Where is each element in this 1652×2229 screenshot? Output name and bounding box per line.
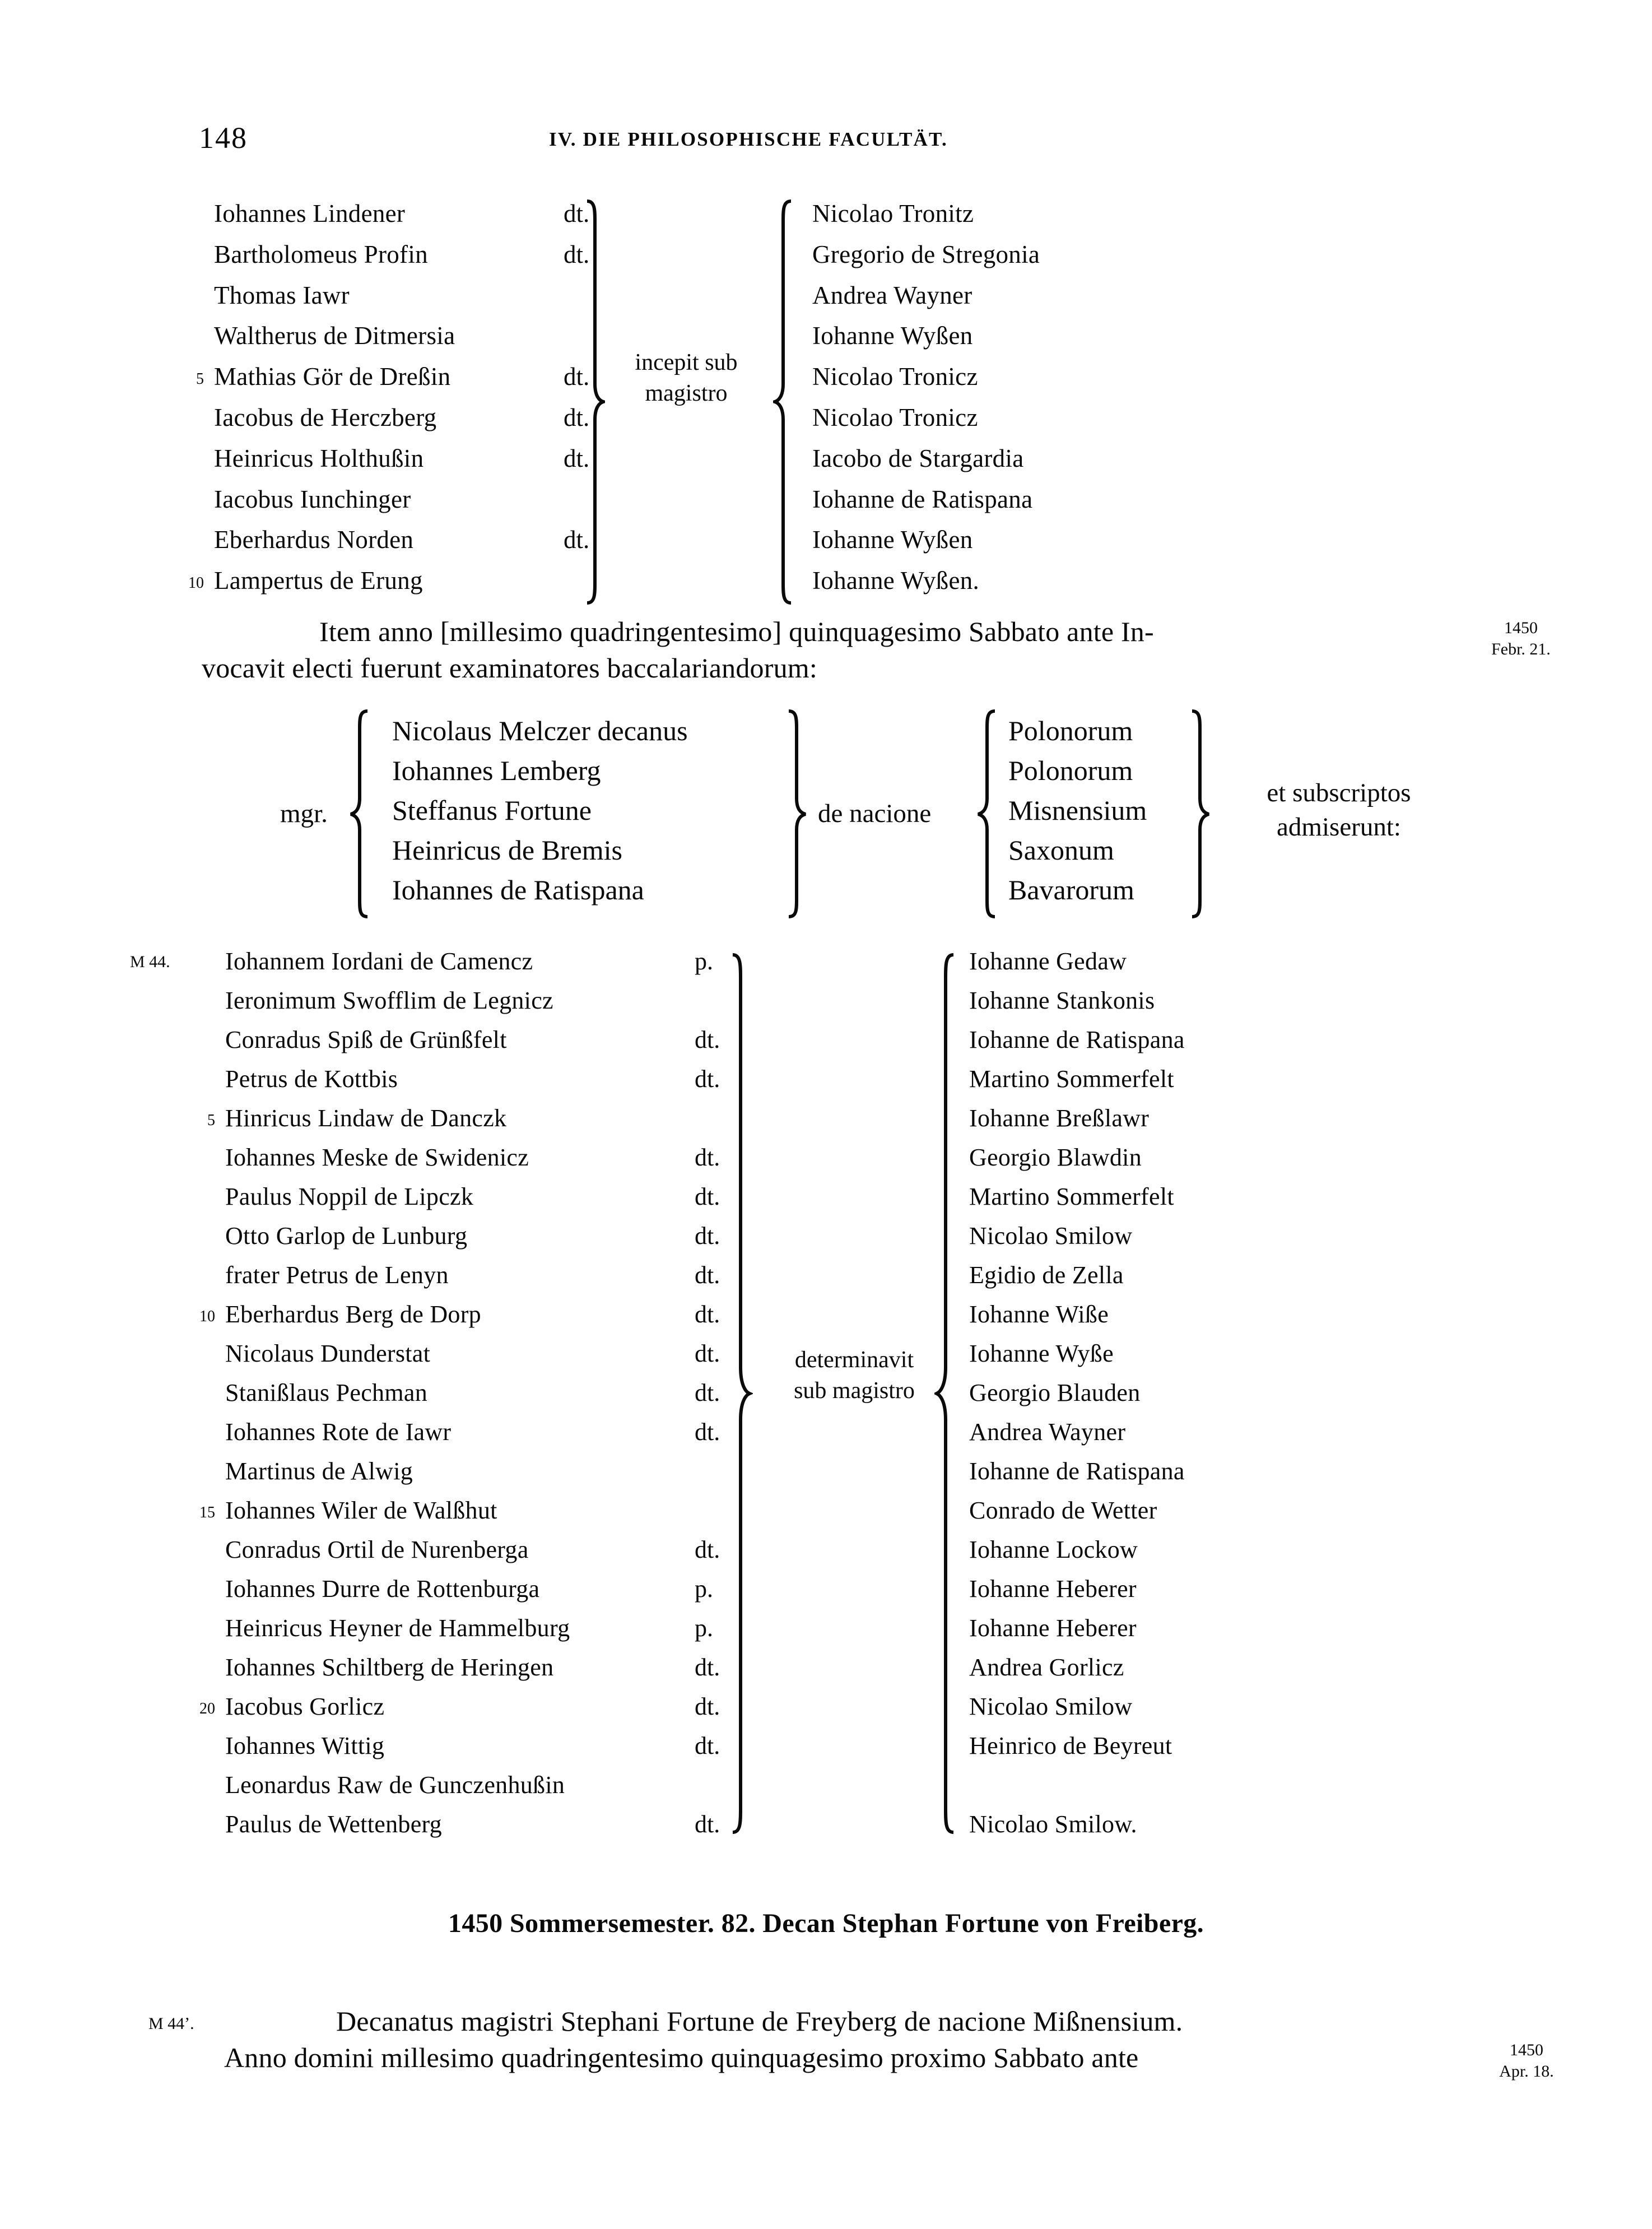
- list-item-name: frater Petrus de Lenyn: [225, 1261, 449, 1289]
- closing-paragraph: [224, 2003, 1456, 2076]
- list-item: Polonorum: [1008, 755, 1133, 786]
- list-item: [969, 1575, 1185, 1614]
- list-item: [179, 1496, 570, 1535]
- list-item: [168, 444, 590, 485]
- examiners-names-stack: [392, 714, 688, 913]
- list-item-line-number: 5: [207, 1112, 215, 1129]
- list-item: [179, 1575, 713, 1614]
- block2-margin-ref: M 44.: [130, 953, 170, 971]
- list-item-abbreviation: dt.: [695, 1732, 720, 1759]
- list-item-abbreviation: dt.: [695, 1693, 720, 1720]
- list-item-name: Andrea Wayner: [969, 1418, 1126, 1446]
- list-item-name: Martinus de Alwig: [225, 1457, 413, 1485]
- list-item: [969, 1065, 1185, 1104]
- list-item: Polonorum: [1008, 715, 1133, 746]
- list-item: [179, 1182, 720, 1222]
- list-item: [969, 1771, 1185, 1810]
- list-item: [969, 1496, 1185, 1535]
- block1-left-list: [168, 199, 590, 607]
- list-item: [969, 1457, 1185, 1496]
- list-item-line-number: 10: [199, 1308, 215, 1325]
- list-item: [812, 281, 1040, 322]
- list-item-name: Nicolao Smilow: [969, 1222, 1133, 1250]
- list-item-name: Conrado de Wetter: [969, 1497, 1157, 1524]
- list-item: [812, 240, 1040, 281]
- list-item: [179, 1104, 570, 1143]
- block2-brace-label-line2: sub magistro: [794, 1377, 915, 1404]
- examiners-names-rows: [392, 714, 688, 913]
- list-item-abbreviation: dt.: [695, 1654, 720, 1681]
- list-item-name: Iohannes Schiltberg de Heringen: [225, 1654, 554, 1681]
- list-item-abbreviation: p.: [695, 1575, 713, 1603]
- examiners-nations-rows: [1008, 714, 1147, 913]
- block1-left-rows: [168, 199, 590, 607]
- list-item: [969, 1692, 1185, 1731]
- list-item-name: Iohannem Iordani de Camencz: [225, 948, 533, 975]
- block1-right-list: [812, 199, 1040, 607]
- list-item-name: Waltherus de Ditmersia: [214, 322, 455, 350]
- list-item-abbreviation: dt.: [695, 1536, 720, 1563]
- list-item: [969, 1143, 1185, 1182]
- list-item-name: Iohannes Durre de Rottenburga: [225, 1575, 540, 1603]
- list-item: [168, 403, 590, 444]
- list-item-name: Iohanne Lockow: [969, 1536, 1138, 1563]
- list-item-name: Iohanne Gedaw: [969, 948, 1127, 975]
- list-item: [969, 1182, 1185, 1222]
- list-item-name: Thomas Iawr: [214, 281, 350, 309]
- block2-left-brace: [728, 953, 753, 1855]
- block1-brace-label-line2: magistro: [645, 380, 728, 406]
- list-item-name: Heinrico de Beyreut: [969, 1732, 1172, 1759]
- item-anno-paragraph: [202, 614, 1426, 686]
- closing-line2: Anno domini millesimo quadringentesimo quinquagesimo proximo Sabbato ante: [224, 2042, 1139, 2073]
- list-item-abbreviation: dt.: [564, 240, 590, 268]
- item-anno-line2: vocavit electi fuerunt examinatores baccalariandorum:: [202, 652, 817, 684]
- list-item-name: Iohanne Wyße: [969, 1340, 1114, 1367]
- list-item-name: Nicolao Smilow.: [969, 1810, 1137, 1838]
- list-item-name: Nicolao Tronitz: [812, 199, 974, 227]
- list-item-name: Mathias Gör de Dreßin: [214, 363, 451, 391]
- examiners-de-nacione-label: de nacione: [818, 799, 932, 828]
- page-number: 148: [199, 121, 248, 155]
- list-item: [179, 1692, 720, 1731]
- list-item-line-number: 15: [199, 1504, 215, 1521]
- list-item-abbreviation: dt.: [695, 1026, 720, 1053]
- block2-left-rows: [179, 947, 720, 1849]
- list-item: [168, 485, 455, 526]
- list-item-name: Martino Sommerfelt: [969, 1183, 1174, 1210]
- examiners-names-close-brace: [784, 709, 809, 919]
- list-item: [969, 1222, 1185, 1261]
- list-item: Nicolaus Melczer decanus: [392, 715, 688, 746]
- list-item-name: Iohanne Heberer: [969, 1614, 1137, 1642]
- list-item-name: Lampertus de Erung: [214, 566, 423, 595]
- list-item: [179, 1731, 720, 1771]
- list-item: [179, 1614, 713, 1653]
- list-item: [179, 1300, 720, 1339]
- list-item: [179, 1378, 720, 1418]
- list-item-name: Iohanne Wyßen.: [812, 566, 980, 595]
- admiserunt-line2: admiserunt:: [1277, 812, 1401, 842]
- list-item-line-number: 20: [199, 1700, 215, 1717]
- list-item-name: Stanißlaus Pechman: [225, 1379, 428, 1406]
- list-item: Iohannes de Ratispana: [392, 874, 644, 905]
- admiserunt-line1: et subscriptos: [1267, 778, 1411, 807]
- list-item-name: Iacobo de Stargardia: [812, 444, 1024, 472]
- list-item-name: Nicolao Tronicz: [812, 363, 978, 391]
- list-item-abbreviation: dt.: [695, 1379, 720, 1406]
- list-item-name: Andrea Gorlicz: [969, 1654, 1124, 1681]
- list-item-abbreviation: dt.: [695, 1301, 720, 1328]
- block2-right-brace: [934, 953, 959, 1855]
- list-item: [812, 525, 1040, 566]
- list-item-name: Iohannes Meske de Swidenicz: [225, 1144, 529, 1171]
- list-item-name: Iohanne Stankonis: [969, 987, 1155, 1014]
- list-item-name: Iacobus Iunchinger: [214, 485, 411, 513]
- list-item-name: Conradus Spiß de Grünßfelt: [225, 1026, 507, 1053]
- list-item: [168, 525, 590, 566]
- block1-brace-label: [611, 347, 762, 408]
- list-item-name: Iacobus Gorlicz: [225, 1693, 385, 1720]
- list-item: Iohannes Lemberg: [392, 755, 601, 786]
- list-item: Heinricus de Bremis: [392, 834, 623, 866]
- list-item-abbreviation: dt.: [564, 526, 590, 554]
- examiners-nations-stack: [1008, 714, 1147, 913]
- list-item-name: Martino Sommerfelt: [969, 1065, 1174, 1093]
- closing-line1: Decanatus magistri Stephani Fortune de Freyberg de nacione Mißnensium.: [336, 2005, 1183, 2037]
- list-item: [969, 1261, 1185, 1300]
- list-item-name: Iohanne Heberer: [969, 1575, 1137, 1603]
- block1-right-rows: [812, 199, 1040, 607]
- list-item-abbreviation: dt.: [695, 1810, 720, 1838]
- list-item: [179, 1535, 720, 1575]
- margin-year-apr: 1450: [1510, 2041, 1543, 2059]
- examiners-mgr-label: mgr.: [280, 799, 328, 828]
- list-item-name: Andrea Wayner: [812, 281, 972, 309]
- list-item-abbreviation: dt.: [695, 1261, 720, 1289]
- examiners-admiserunt-label: [1221, 776, 1456, 844]
- running-title: IV. DIE PHILOSOPHISCHE FACULTÄT.: [549, 128, 948, 150]
- list-item: Bavarorum: [1008, 874, 1134, 905]
- list-item: [812, 403, 1040, 444]
- list-item: Misnensium: [1008, 795, 1147, 826]
- margin-date-febr: [1456, 617, 1585, 660]
- list-item-name: Nicolao Smilow: [969, 1693, 1133, 1720]
- list-item: [969, 1104, 1185, 1143]
- list-item-abbreviation: dt.: [564, 403, 590, 431]
- list-item: [812, 362, 1040, 403]
- list-item: [969, 1731, 1185, 1771]
- list-item-name: Nicolao Tronicz: [812, 403, 978, 431]
- list-item: [812, 566, 1040, 607]
- list-item-line-number: 5: [196, 370, 204, 388]
- list-item-name: Iohannes Wiler de Walßhut: [225, 1497, 497, 1524]
- list-item: [969, 986, 1185, 1025]
- block1-right-brace: [773, 199, 795, 605]
- list-item-abbreviation: dt.: [695, 1144, 720, 1171]
- list-item-name: Leonardus Raw de Gunczenhußin: [225, 1771, 565, 1799]
- list-item: [969, 1339, 1185, 1378]
- list-item: [179, 1261, 720, 1300]
- list-item: [812, 444, 1040, 485]
- list-item-name: Gregorio de Stregonia: [812, 240, 1040, 268]
- examiners-nations-close-brace: [1188, 709, 1212, 919]
- list-item: [969, 1378, 1185, 1418]
- list-item: [179, 1418, 720, 1457]
- list-item-name: Ieronimum Swofflim de Legnicz: [225, 987, 553, 1014]
- block2-right-rows: [969, 947, 1185, 1849]
- list-item-name: Georgio Blauden: [969, 1379, 1141, 1406]
- list-item-abbreviation: dt.: [695, 1065, 720, 1093]
- closing-margin-ref: M 44ʼ.: [148, 2014, 194, 2033]
- list-item-abbreviation: dt.: [695, 1222, 720, 1250]
- section-heading: 1450 Sommersemester. 82. Decan Stephan Fortune von Freiberg.: [448, 1908, 1204, 1938]
- list-item-name: Nicolaus Dunderstat: [225, 1340, 431, 1367]
- list-item-name: Petrus de Kottbis: [225, 1065, 398, 1093]
- item-anno-line1: Item anno [millesimo quadringentesimo] quinquagesimo Sabbato ante In-: [319, 616, 1154, 647]
- list-item: [179, 986, 570, 1025]
- examiners-names-open-brace: [347, 709, 372, 919]
- list-item: [969, 1653, 1185, 1692]
- list-item: [969, 947, 1185, 986]
- list-item: [969, 1025, 1185, 1065]
- list-item-name: Paulus de Wettenberg: [225, 1810, 442, 1838]
- list-item-name: Iohanne de Ratispana: [969, 1026, 1185, 1053]
- list-item: [179, 1771, 570, 1810]
- block2-brace-label-line1: determinavit: [794, 1347, 914, 1373]
- list-item-abbreviation: p.: [695, 948, 713, 975]
- list-item: [168, 281, 455, 322]
- list-item-name: Iohannes Wittig: [225, 1732, 385, 1759]
- list-item: [168, 321, 455, 362]
- list-item-name: Iohanne de Ratispana: [812, 485, 1033, 513]
- list-item: [969, 1418, 1185, 1457]
- list-item: [179, 947, 713, 986]
- list-item-name: Iohannes Rote de Iawr: [225, 1418, 452, 1446]
- list-item-name: Eberhardus Berg de Dorp: [225, 1301, 481, 1328]
- list-item-name: Conradus Ortil de Nurenberga: [225, 1536, 529, 1563]
- list-item-name: Otto Garlop de Lunburg: [225, 1222, 468, 1250]
- list-item-name: Bartholomeus Profin: [214, 240, 428, 268]
- list-item-name: Paulus Noppil de Lipczk: [225, 1183, 474, 1210]
- list-item: [969, 1614, 1185, 1653]
- list-item-name: Iohanne de Ratispana: [969, 1457, 1185, 1485]
- list-item-abbreviation: dt.: [695, 1418, 720, 1446]
- list-item-name: Heinricus Holthußin: [214, 444, 424, 472]
- list-item: Steffanus Fortune: [392, 795, 592, 826]
- list-item: [179, 1339, 720, 1378]
- list-item: [969, 1810, 1185, 1849]
- list-item-name: Iohanne Wiße: [969, 1301, 1109, 1328]
- list-item-name: Iohanne Breßlawr: [969, 1104, 1150, 1132]
- examiners-nations-open-brace: [975, 709, 999, 919]
- list-item: [179, 1025, 720, 1065]
- list-item-name: Heinricus Heyner de Hammelburg: [225, 1614, 570, 1642]
- list-item: [179, 1065, 720, 1104]
- list-item: [168, 566, 455, 607]
- list-item: [168, 240, 590, 281]
- list-item: [168, 362, 590, 403]
- block2-left-list: [179, 947, 720, 1849]
- running-head: [0, 120, 1652, 160]
- list-item-name: Iohanne Wyßen: [812, 322, 973, 350]
- margin-day-febr: Febr. 21.: [1491, 639, 1551, 658]
- block2-brace-label: [751, 1345, 958, 1406]
- list-item-name: Iohannes Lindener: [214, 199, 406, 227]
- list-item: [179, 1143, 720, 1182]
- list-item-name: Georgio Blawdin: [969, 1144, 1142, 1171]
- list-item-line-number: 10: [188, 574, 204, 592]
- block1-left-brace: [583, 199, 605, 605]
- margin-date-apr: [1462, 2040, 1591, 2082]
- list-item: [179, 1457, 570, 1496]
- list-item: [812, 485, 1040, 526]
- list-item-abbreviation: p.: [695, 1614, 713, 1642]
- block1-brace-label-line1: incepit sub: [635, 350, 738, 375]
- list-item: [179, 1653, 720, 1692]
- list-item-name: Iohanne Wyßen: [812, 526, 973, 554]
- list-item: [812, 199, 1040, 240]
- list-item-abbreviation: dt.: [695, 1340, 720, 1367]
- list-item-abbreviation: dt.: [564, 444, 590, 472]
- list-item-abbreviation: dt.: [564, 199, 590, 227]
- list-item: [969, 1535, 1185, 1575]
- list-item-name: Egidio de Zella: [969, 1261, 1124, 1289]
- list-item-name: Eberhardus Norden: [214, 526, 414, 554]
- list-item: [179, 1222, 720, 1261]
- list-item-name: Hinricus Lindaw de Danczk: [225, 1104, 507, 1132]
- list-item-name: Iacobus de Herczberg: [214, 403, 437, 431]
- margin-day-apr: Apr. 18.: [1499, 2061, 1554, 2081]
- list-item: [179, 1810, 720, 1849]
- margin-year-febr: 1450: [1504, 619, 1538, 637]
- list-item: [969, 1300, 1185, 1339]
- list-item: [812, 321, 1040, 362]
- list-item: Saxonum: [1008, 834, 1114, 866]
- list-item-abbreviation: dt.: [564, 363, 590, 391]
- list-item-abbreviation: dt.: [695, 1183, 720, 1210]
- block2-right-list: [969, 947, 1185, 1849]
- list-item: [168, 199, 590, 240]
